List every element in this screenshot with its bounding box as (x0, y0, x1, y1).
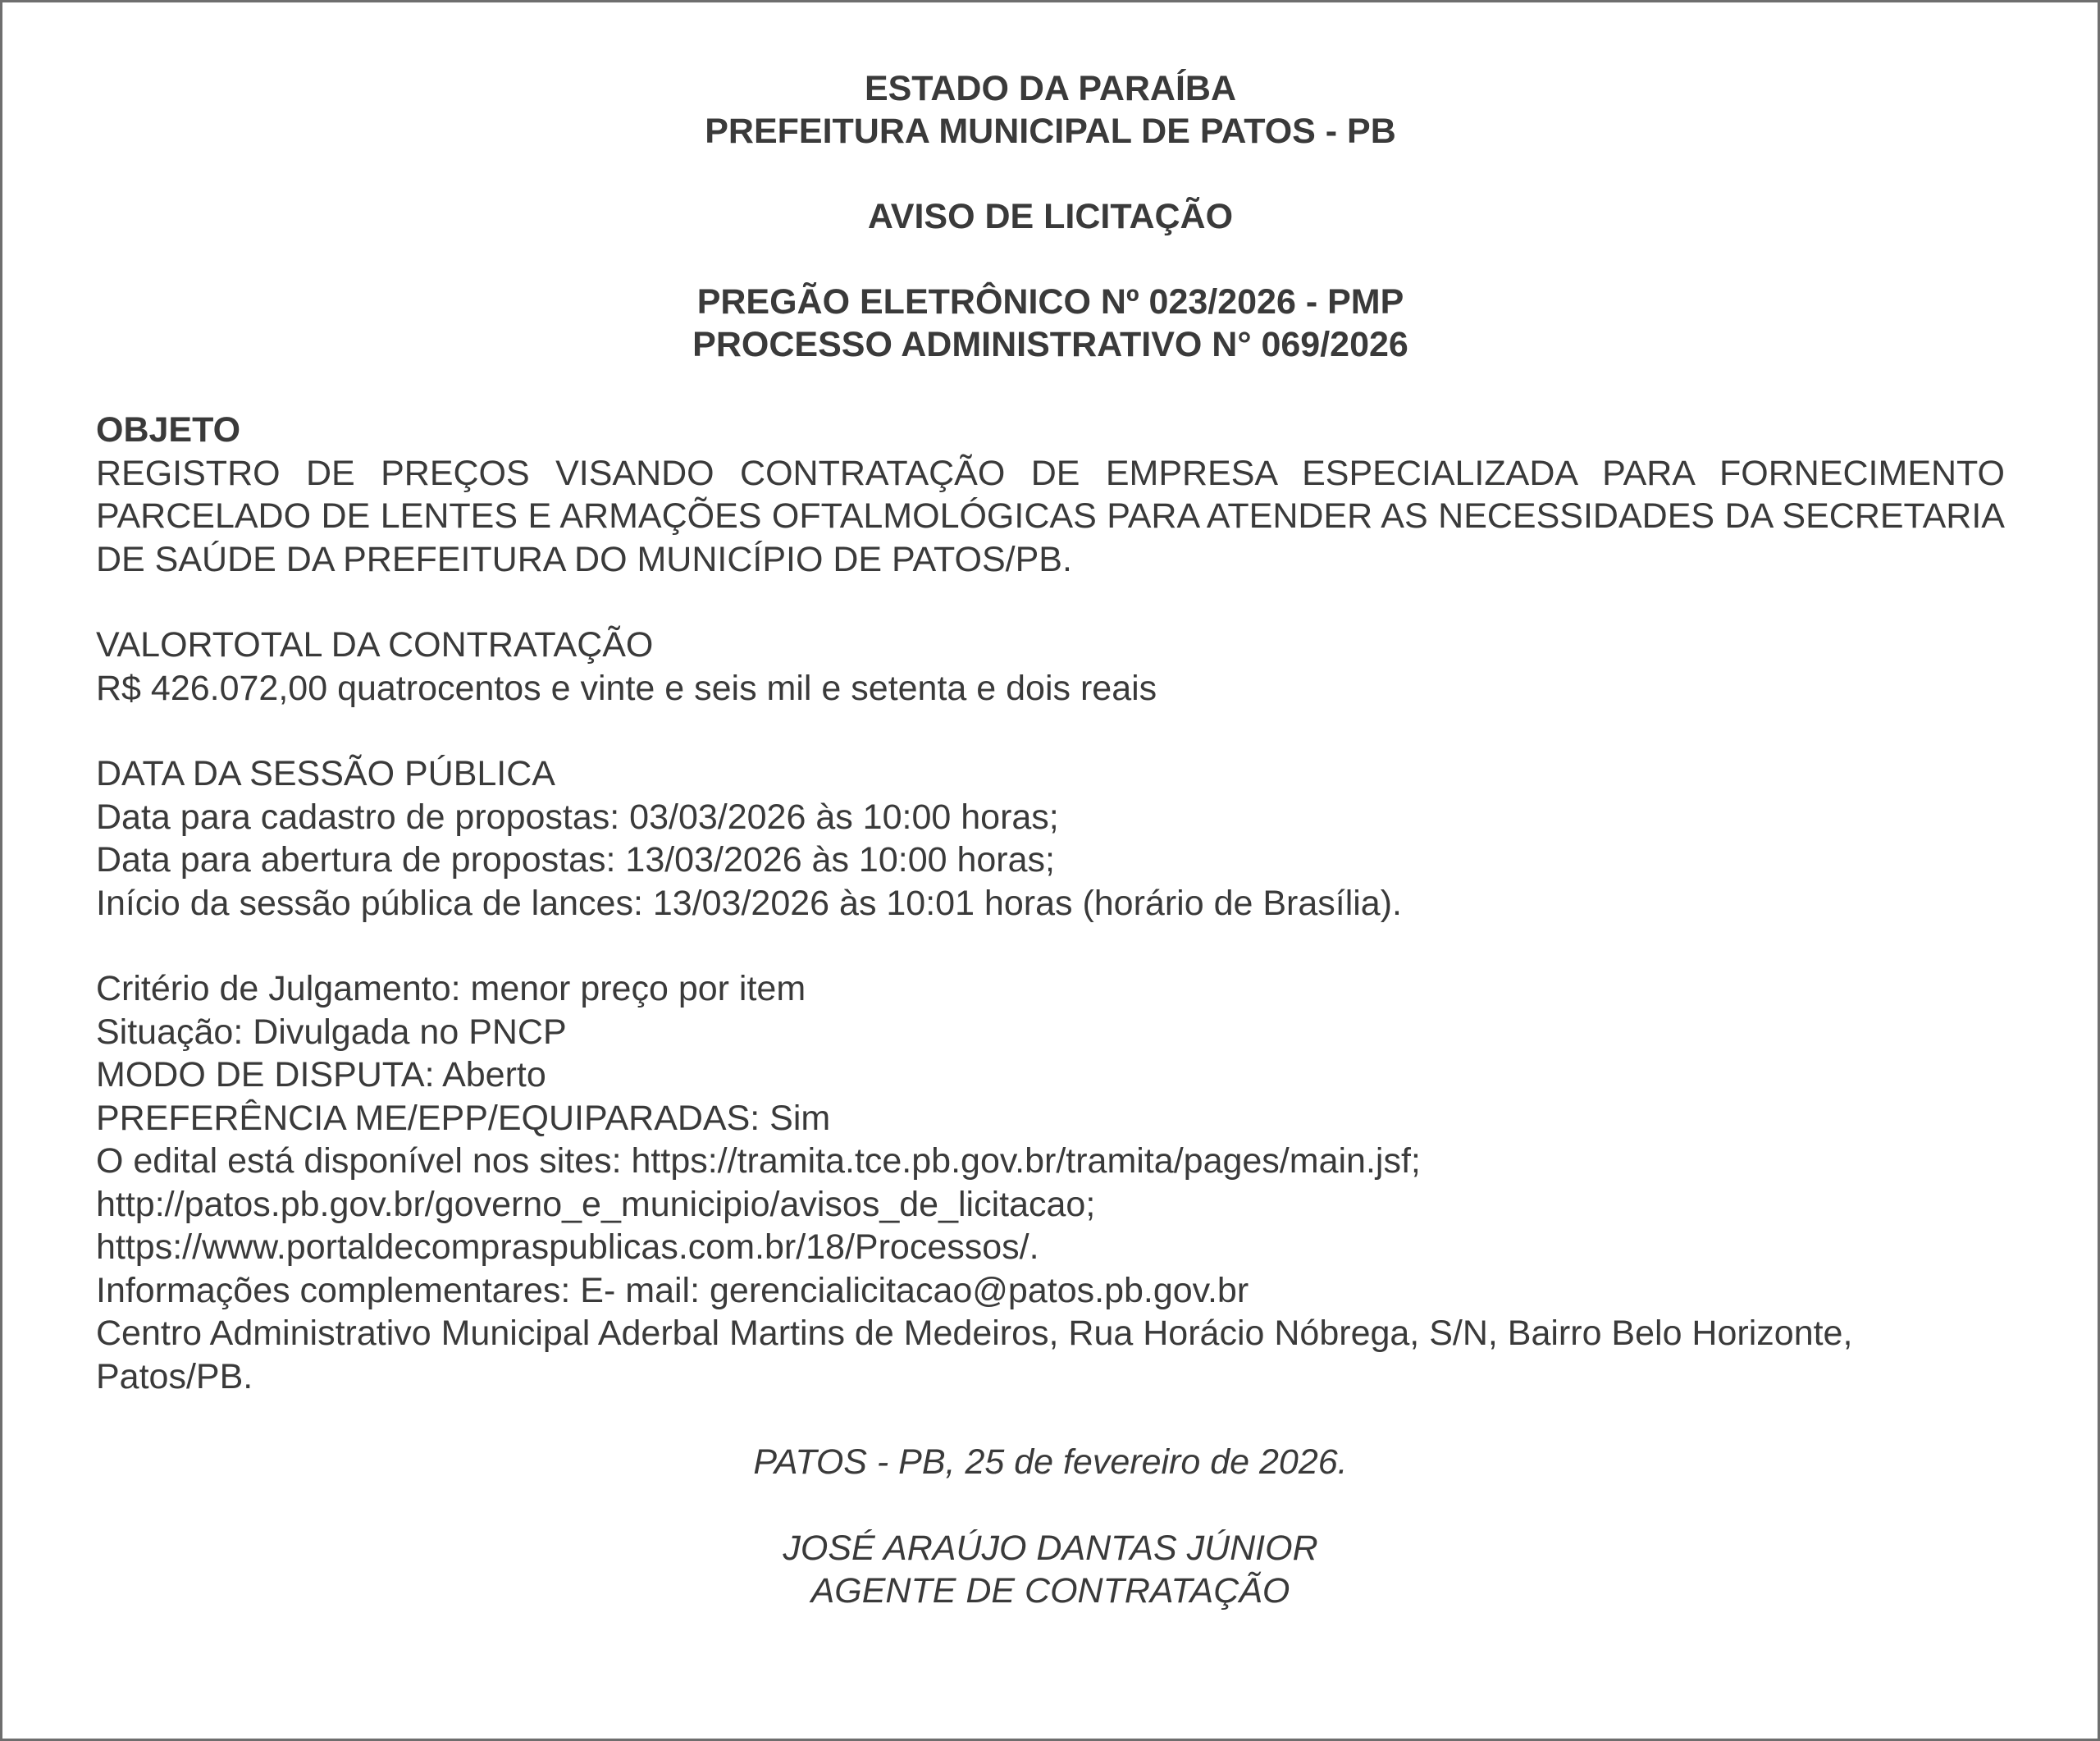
valor-heading: VALORTOTAL DA CONTRATAÇÃO (96, 625, 654, 665)
info-email-line: Informações complementares: E- mail: gerencialicitacao@patos.pb.gov.br (96, 1270, 1249, 1310)
criterio-line: Critério de Julgamento: menor preço por item (96, 969, 806, 1008)
pregao-number: PREGÃO ELETRÔNICO Nº 023/2026 - PMP (696, 282, 1404, 322)
portal-compras-link: https://www.portaldecompraspublicas.com.br/18/Processos/. (96, 1227, 1039, 1267)
valor-section (96, 624, 2005, 710)
situacao-line: Situação: Divulgada no PNCP (96, 1012, 567, 1052)
info-section (96, 967, 2005, 1398)
notice-title: AVISO DE LICITAÇÃO (867, 197, 1234, 236)
preferencia-line: PREFERÊNCIA ME/EPP/EQUIPARADAS: Sim (96, 1098, 831, 1138)
modo-disputa-line: MODO DE DISPUTA: Aberto (96, 1055, 546, 1094)
sessao-line: Data para cadastro de propostas: 03/03/2026 às 10:00 horas; (96, 797, 1059, 837)
edital-sites-line: O edital está disponível nos sites: https://tramita.tce.pb.gov.br/tramita/pages/main.jsf; (96, 1141, 1421, 1181)
sessao-line: Início da sessão pública de lances: 13/03/2026 às 10:01 horas (horário de Brasília). (96, 883, 1402, 923)
valor-text: R$ 426.072,00 quatrocentos e vinte e seis mil e setenta e dois reais (96, 668, 1157, 708)
notice-content (96, 67, 2005, 1613)
sessao-section (96, 752, 2005, 925)
sessao-heading: DATA DA SESSÃO PÚBLICA (96, 754, 555, 793)
footer-block (96, 1441, 2005, 1613)
objeto-heading: OBJETO (96, 410, 241, 450)
state-heading: ESTADO DA PARAÍBA (864, 69, 1237, 108)
objeto-text: REGISTRO DE PREÇOS VISANDO CONTRATAÇÃO DE EMPRESA ESPECIALIZADA PARA FORNECIMENTO PARCELADO DE LENTES E ARMAÇÕES OFTALMOLÓGICAS PARA ATENDER AS NECESSIDADES DA SECRETARIA DE SAÚDE DA PREFEITURA DO MUNICÍPIO DE PATOS/PB. (96, 453, 2005, 579)
signer-name: JOSÉ ARAÚJO DANTAS JÚNIOR (783, 1528, 1318, 1568)
address-text: Centro Administrativo Municipal Aderbal Martins de Medeiros, Rua Horácio Nóbrega, S/N, Bairro Belo Horizonte, Patos/PB. (96, 1314, 1853, 1396)
city-hall-heading: PREFEITURA MUNICIPAL DE PATOS - PB (705, 112, 1396, 151)
objeto-section (96, 409, 2005, 581)
header-block (96, 67, 2005, 153)
signer-role: AGENTE DE CONTRATAÇÃO (810, 1571, 1290, 1611)
sessao-line: Data para abertura de propostas: 13/03/2026 às 10:00 horas; (96, 840, 1055, 880)
processo-number: PROCESSO ADMINISTRATIVO N° 069/2026 (692, 325, 1408, 364)
patos-site-link: http://patos.pb.gov.br/governo_e_municipio/avisos_de_licitacao; (96, 1184, 1096, 1224)
place-date: PATOS - PB, 25 de fevereiro de 2026. (753, 1442, 1348, 1482)
